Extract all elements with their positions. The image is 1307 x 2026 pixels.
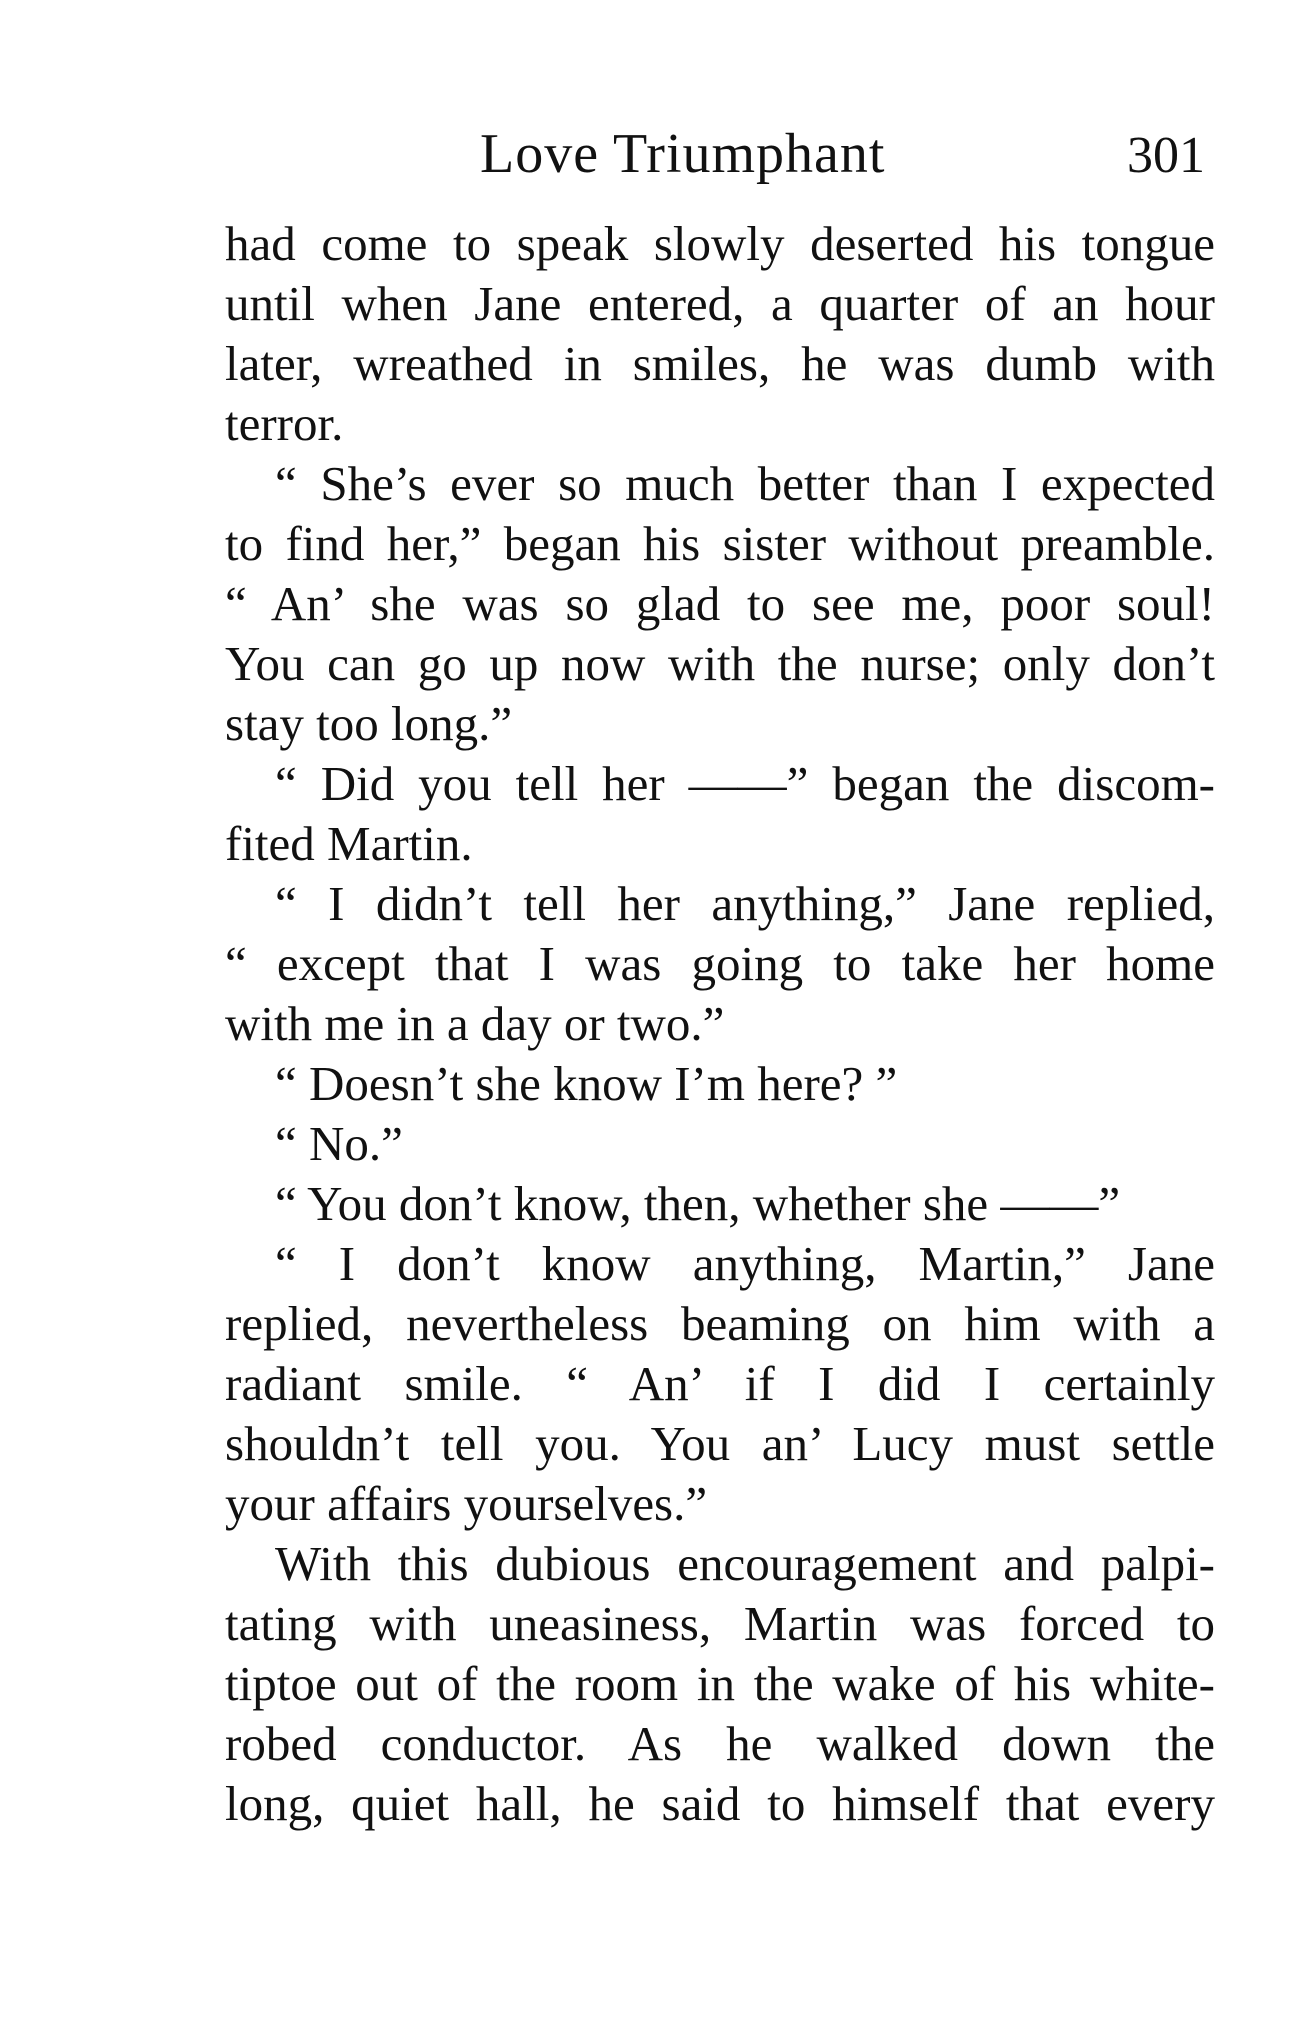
text-line: your affairs yourselves.” xyxy=(225,1476,708,1531)
text-line: fited Martin. xyxy=(225,816,473,871)
text-line: “ Doesn’t she know I’m here? ” xyxy=(275,1056,898,1111)
text-line: later, wreathed in smiles, he was dumb with xyxy=(225,336,1215,391)
text-line: “ She’s ever so much better than I expected xyxy=(275,456,1215,511)
text-line: You can go up now with the nurse; only don’t xyxy=(225,636,1215,691)
text-line: until when Jane entered, a quarter of an hour xyxy=(225,276,1215,331)
text-line: terror. xyxy=(225,396,344,451)
text-line: “ except that I was going to take her home xyxy=(225,936,1215,991)
page-number: 301 xyxy=(1127,127,1205,184)
text-line: long, quiet hall, he said to himself that every xyxy=(225,1776,1215,1831)
text-line: robed conductor. As he walked down the xyxy=(225,1716,1215,1771)
text-line: “ No.” xyxy=(275,1116,403,1171)
text-line: radiant smile. “ An’ if I did I certainly xyxy=(225,1356,1215,1411)
running-title: Love Triumphant xyxy=(480,123,886,185)
text-line: replied, nevertheless beaming on him with a xyxy=(225,1296,1215,1351)
text-line: “ You don’t know, then, whether she ——” xyxy=(275,1176,1121,1231)
text-line: “ I don’t know anything, Martin,” Jane xyxy=(275,1236,1215,1291)
text-line: tating with uneasiness, Martin was forced to xyxy=(225,1596,1215,1651)
text-line: shouldn’t tell you. You an’ Lucy must settle xyxy=(225,1416,1215,1471)
text-line: had come to speak slowly deserted his tongue xyxy=(225,216,1215,271)
text-line: stay too long.” xyxy=(225,696,513,751)
body-text xyxy=(225,214,1215,1834)
text-line: “ Did you tell her ——” began the discom- xyxy=(275,756,1215,811)
text-line: with me in a day or two.” xyxy=(225,996,725,1051)
text-line: tiptoe out of the room in the wake of his white- xyxy=(225,1656,1215,1711)
text-line: With this dubious encouragement and palpi- xyxy=(275,1536,1215,1591)
running-head xyxy=(225,122,1225,202)
text-line: “ An’ she was so glad to see me, poor soul! xyxy=(225,576,1215,631)
text-line: “ I didn’t tell her anything,” Jane replied, xyxy=(275,876,1215,931)
text-line: to find her,” began his sister without preamble. xyxy=(225,516,1215,571)
